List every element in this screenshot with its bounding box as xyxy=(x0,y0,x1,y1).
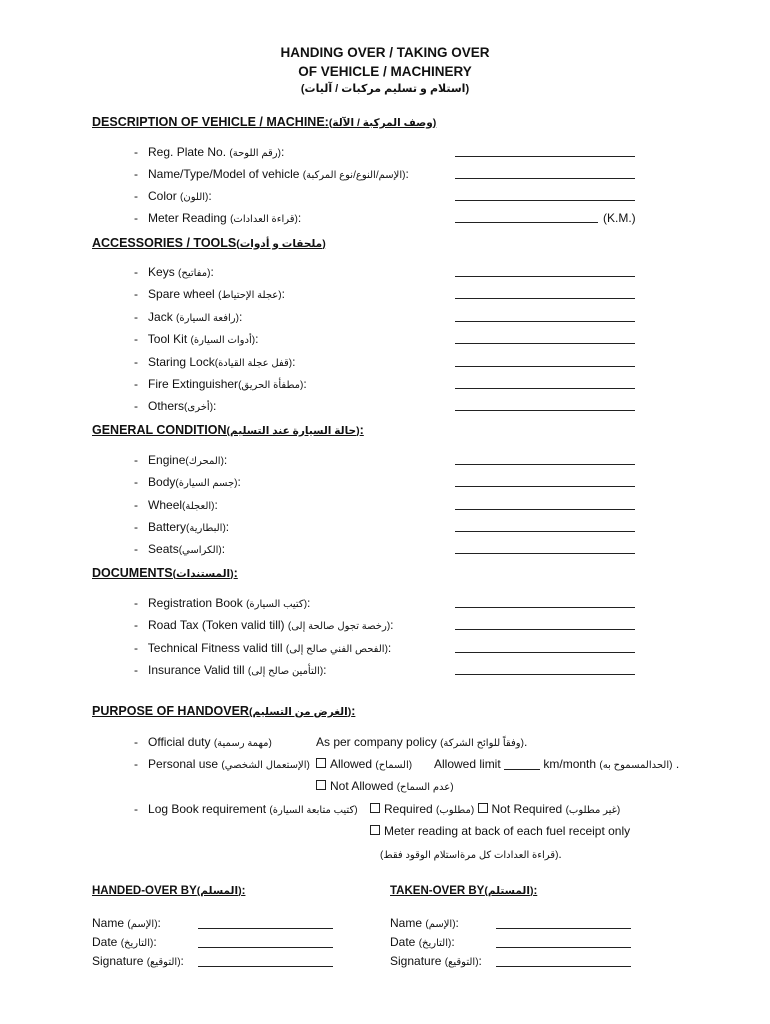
taken-date-input-line[interactable] xyxy=(496,947,631,948)
taken-date-label: Date (التاريخ): xyxy=(390,935,455,949)
section-heading-general-condition: GENERAL CONDITION(حالة السيارة عند التسليم): xyxy=(92,423,364,437)
taken-name-input-line[interactable] xyxy=(496,928,631,929)
road-tax-input-line[interactable] xyxy=(455,629,635,630)
not-allowed-checkbox-option[interactable]: Not Allowed (عدم السماح) xyxy=(316,779,454,793)
field-label-body: - Body(جسم السيارة): xyxy=(134,475,241,489)
field-label-staring-lock: - Staring Lock(قفل عجلة القيادة): xyxy=(134,355,296,369)
section-heading-taken-over: TAKEN-OVER BY(المستلم): xyxy=(390,885,538,897)
km-unit-label: (K.M.) xyxy=(603,211,636,225)
field-label-reg-plate: - Reg. Plate No. (رقم اللوحة): xyxy=(134,145,285,159)
taken-name-label: Name (الإسم): xyxy=(390,916,459,930)
section-heading-handed-over: HANDED-OVER BY(المسلم): xyxy=(92,885,246,897)
form-title-line1: HANDING OVER / TAKING OVER xyxy=(280,45,490,60)
vehicle-model-input-line[interactable] xyxy=(455,178,635,179)
allowed-limit-input-line[interactable] xyxy=(504,759,540,770)
allowed-limit-field: Allowed limit km/month (الحدالمسموح به) . xyxy=(434,757,680,771)
jack-input-line[interactable] xyxy=(455,321,635,322)
handed-date-label: Date (التاريخ): xyxy=(92,935,157,949)
checkbox-icon[interactable] xyxy=(478,803,488,813)
body-input-line[interactable] xyxy=(455,486,635,487)
purpose-personal-use: - Personal use (الإستعمال الشخصي) xyxy=(134,757,310,771)
section-heading-accessories: ACCESSORIES / TOOLS(ملحقات و أدوات) xyxy=(92,236,326,250)
meter-reading-arabic-note: (قراءة العدادات كل مرةاستلام الوقود فقط). xyxy=(380,847,562,861)
field-label-seats: - Seats(الكراسي): xyxy=(134,542,226,556)
fire-extinguisher-input-line[interactable] xyxy=(455,388,635,389)
handed-date-input-line[interactable] xyxy=(198,947,333,948)
purpose-log-book: - Log Book requirement (كتيب متابعة السيارة) xyxy=(134,802,358,816)
handed-name-label: Name (الإسم): xyxy=(92,916,161,930)
field-label-registration-book: - Registration Book (كتيب السيارة): xyxy=(134,596,311,610)
seats-input-line[interactable] xyxy=(455,553,635,554)
field-label-meter-reading: - Meter Reading (قراءة العدادات): xyxy=(134,211,302,225)
required-option[interactable]: Required (مطلوب) xyxy=(370,802,474,816)
technical-fitness-input-line[interactable] xyxy=(455,652,635,653)
field-label-jack: - Jack (رافعة السيارة): xyxy=(134,310,243,324)
tool-kit-input-line[interactable] xyxy=(455,343,635,344)
handed-name-input-line[interactable] xyxy=(198,928,333,929)
field-label-insurance: - Insurance Valid till (التأمين صالح إلى): xyxy=(134,663,327,677)
checkbox-icon[interactable] xyxy=(370,825,380,835)
allowed-checkbox-option[interactable]: Allowed (السماح) xyxy=(316,757,412,771)
taken-signature-label: Signature (التوقيع): xyxy=(390,954,482,968)
meter-reading-input-line[interactable] xyxy=(455,222,598,223)
field-label-road-tax: - Road Tax (Token valid till) (رخصة تجول صالحة إلى): xyxy=(134,618,394,632)
field-label-others: - Others(أخرى): xyxy=(134,399,217,413)
meter-reading-option[interactable]: Meter reading at back of each fuel receipt only xyxy=(370,824,630,838)
insurance-input-line[interactable] xyxy=(455,674,635,675)
field-label-battery: - Battery(البطارية): xyxy=(134,520,230,534)
checkbox-icon[interactable] xyxy=(316,758,326,768)
reg-plate-input-line[interactable] xyxy=(455,156,635,157)
section-heading-description: DESCRIPTION OF VEHICLE / MACHINE:(وصف المركبة / الآلة) xyxy=(92,115,437,129)
field-label-wheel: - Wheel(العجلة): xyxy=(134,498,218,512)
spare-wheel-input-line[interactable] xyxy=(455,298,635,299)
checkbox-icon[interactable] xyxy=(316,780,326,790)
field-label-technical-fitness: - Technical Fitness valid till (الفحص الفني صالح إلى): xyxy=(134,641,392,655)
section-heading-purpose: PURPOSE OF HANDOVER(الغرض من التسليم): xyxy=(92,704,356,718)
staring-lock-input-line[interactable] xyxy=(455,366,635,367)
field-label-spare-wheel: - Spare wheel (عجلة الإحتياط): xyxy=(134,287,285,301)
purpose-official-duty: - Official duty (مهمة رسمية) xyxy=(134,735,272,749)
field-label-vehicle-model: - Name/Type/Model of vehicle (الإسم/النوع/نوع المركبة): xyxy=(134,167,409,181)
field-label-engine: - Engine(المحرك): xyxy=(134,453,228,467)
field-label-fire-extinguisher: - Fire Extinguisher(مطفأة الحريق): xyxy=(134,377,307,391)
taken-signature-input-line[interactable] xyxy=(496,966,631,967)
registration-book-input-line[interactable] xyxy=(455,607,635,608)
handed-signature-label: Signature (التوقيع): xyxy=(92,954,184,968)
form-title-arabic: (استلام و تسليم مركبات / آليات) xyxy=(300,83,470,95)
keys-input-line[interactable] xyxy=(455,276,635,277)
engine-input-line[interactable] xyxy=(455,464,635,465)
color-input-line[interactable] xyxy=(455,200,635,201)
checkbox-icon[interactable] xyxy=(370,803,380,813)
section-heading-documents: DOCUMENTS(المستندات): xyxy=(92,566,238,580)
handed-signature-input-line[interactable] xyxy=(198,966,333,967)
form-title-line2: OF VEHICLE / MACHINERY xyxy=(298,64,472,79)
wheel-input-line[interactable] xyxy=(455,509,635,510)
others-input-line[interactable] xyxy=(455,410,635,411)
not-required-option[interactable]: Not Required (غير مطلوب) xyxy=(478,802,621,816)
purpose-company-policy: As per company policy (وفقاً للوائح الشركة). xyxy=(316,735,528,749)
field-label-keys: - Keys (مفاتيح): xyxy=(134,265,214,279)
battery-input-line[interactable] xyxy=(455,531,635,532)
field-label-tool-kit: - Tool Kit (أدوات السيارة): xyxy=(134,332,259,346)
field-label-color: - Color (اللون): xyxy=(134,189,212,203)
logbook-required-options xyxy=(370,802,620,816)
